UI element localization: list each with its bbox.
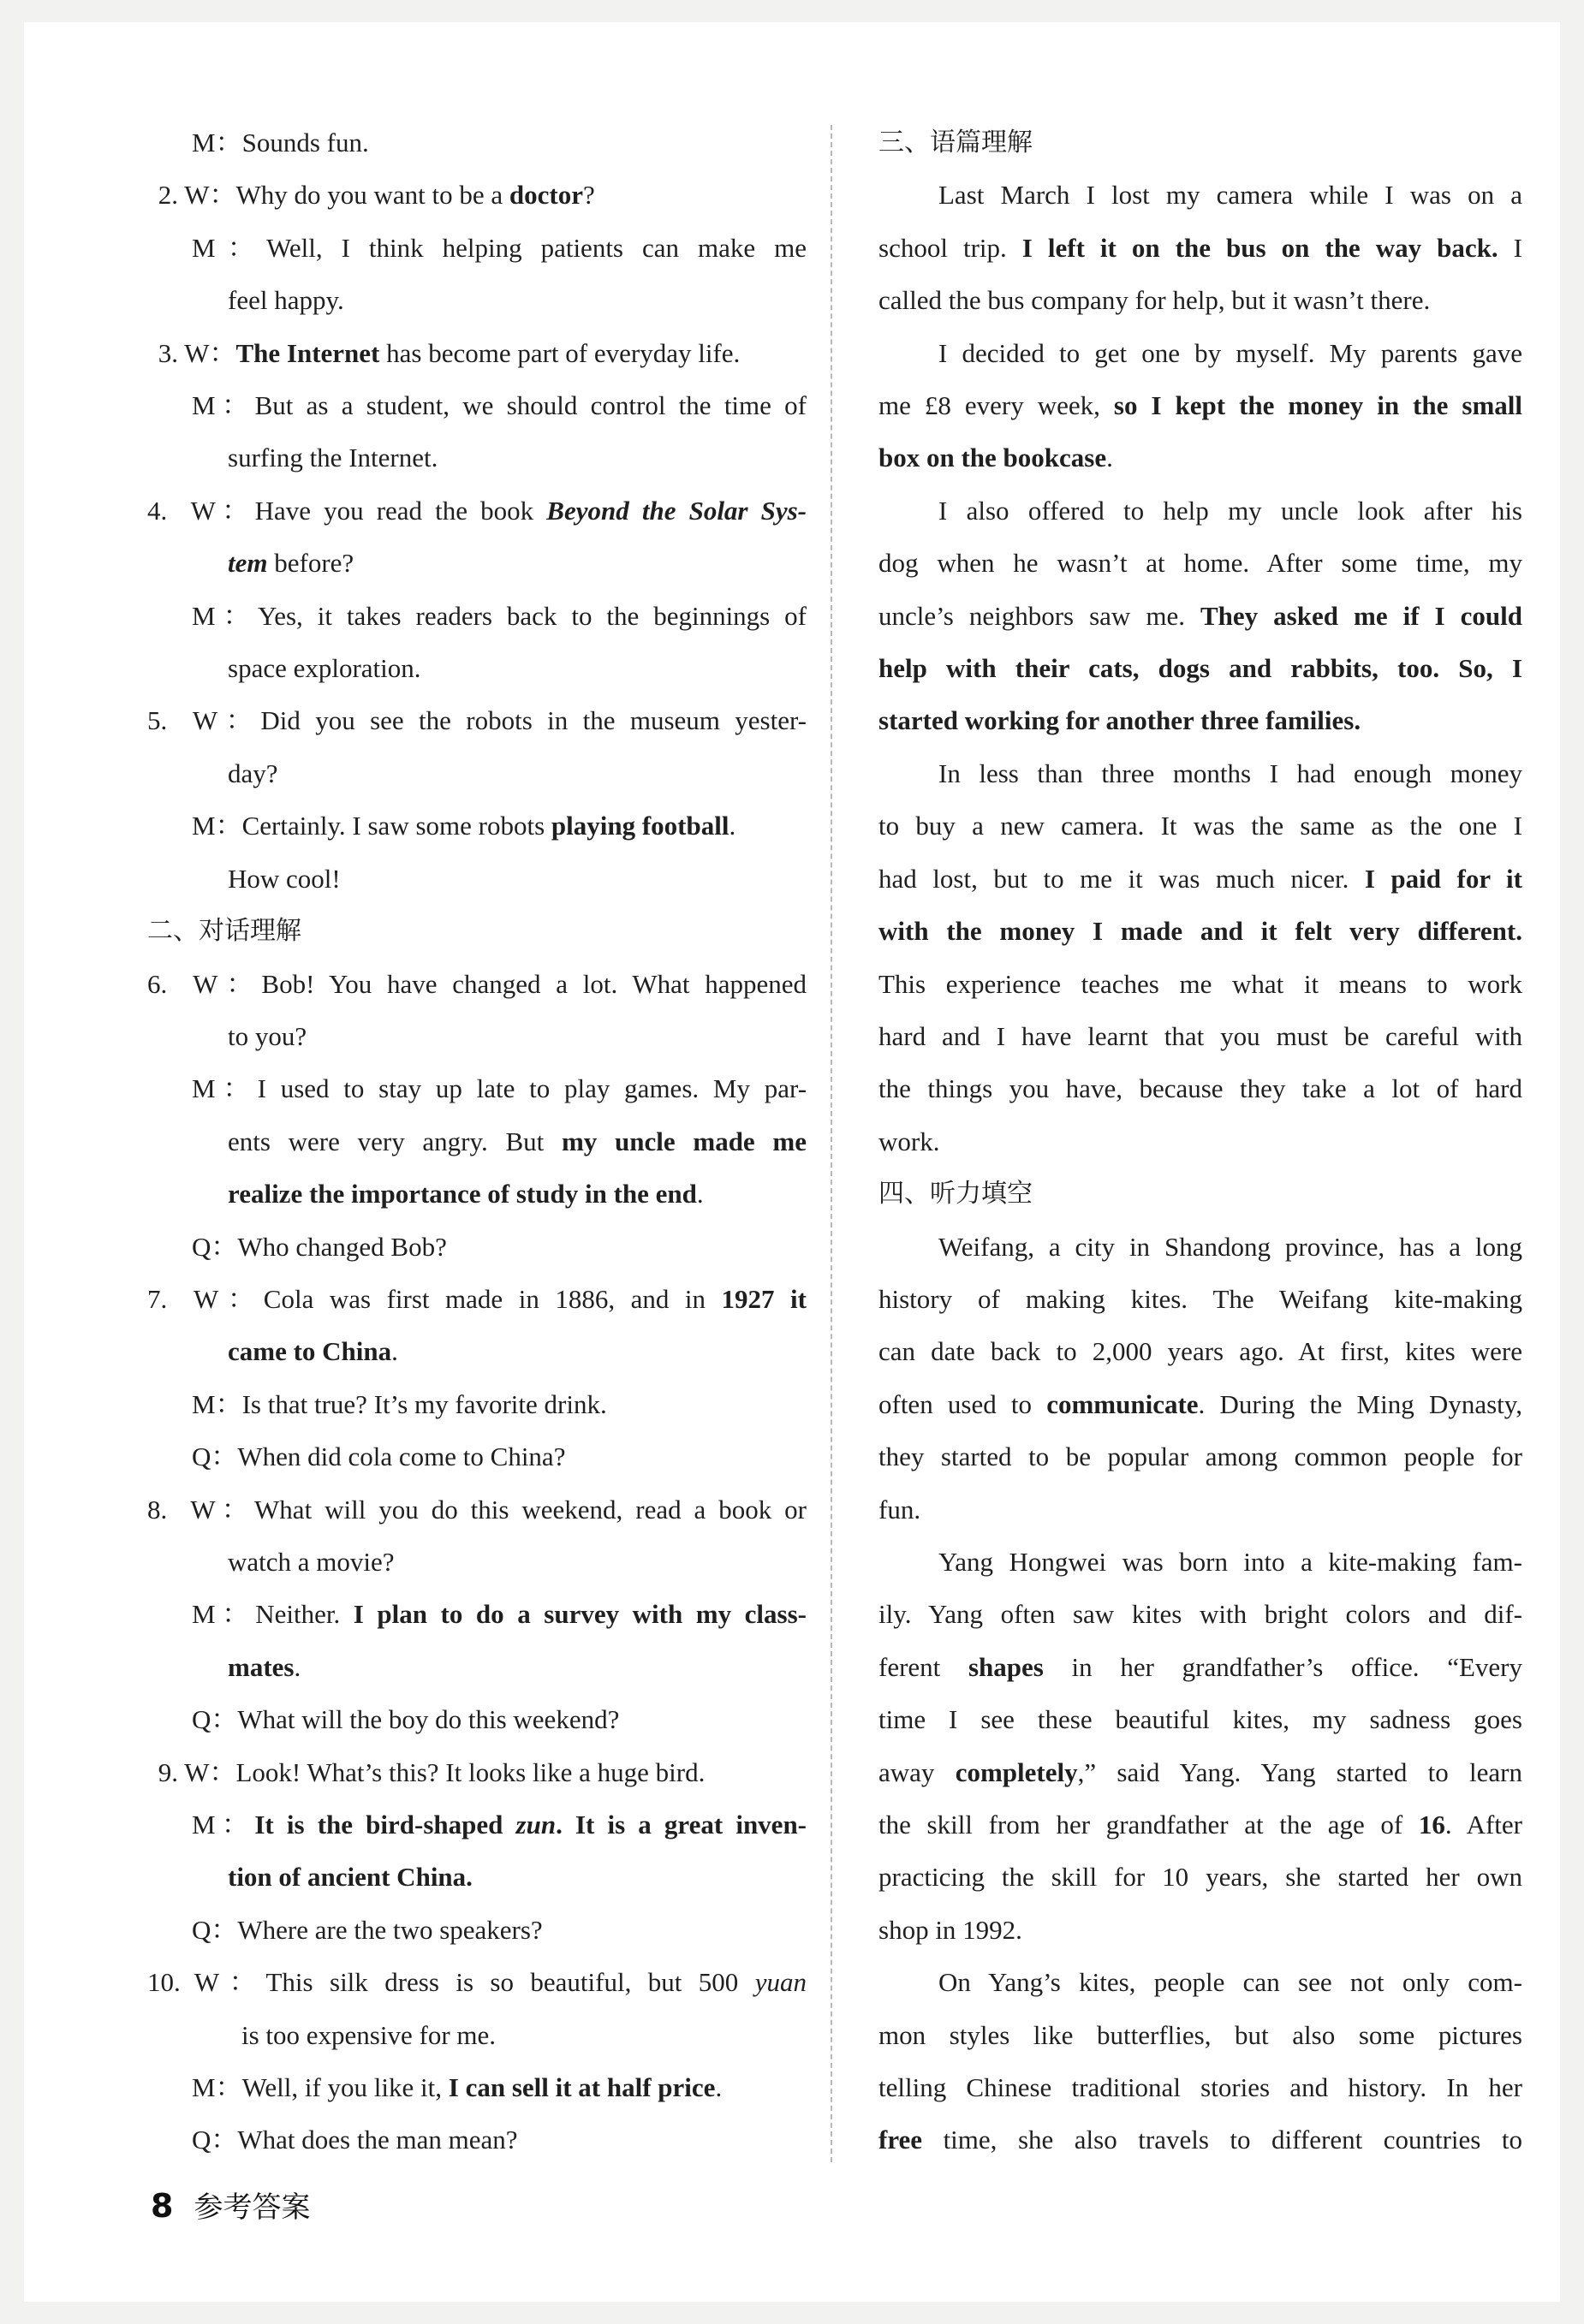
question-line: Q：What will the boy do this weekend? bbox=[192, 1704, 620, 1735]
dialogue-line: watch a movie? bbox=[228, 1546, 395, 1577]
passage-line: I also offered to help my uncle look after his bbox=[938, 495, 1522, 526]
question-line: Q：Where are the two speakers? bbox=[192, 1914, 543, 1945]
passage-line: me £8 every week, so I kept the money in the small bbox=[878, 390, 1522, 421]
item-4: 4. W：Have you read the book Beyond the Solar Sys- bbox=[147, 495, 807, 526]
passage-line: to buy a new camera. It was the same as the one I bbox=[878, 811, 1522, 841]
question-line: Q：When did cola come to China? bbox=[192, 1441, 566, 1472]
page-number: 8 bbox=[151, 2187, 174, 2225]
passage-line: help with their cats, dogs and rabbits, too. So, I bbox=[878, 653, 1522, 684]
section-heading: 四、听力填空 bbox=[878, 1179, 1033, 1210]
passage-line: dog when he wasn’t at home. After some time, my bbox=[878, 548, 1522, 579]
passage-line: free time, she also travels to different countries to bbox=[878, 2125, 1522, 2155]
passage-line: time I see these beautiful kites, my sadness goes bbox=[878, 1704, 1522, 1735]
dialogue-line: How cool! bbox=[228, 863, 341, 894]
dialogue-line: M：Yes, it takes readers back to the beginnings of bbox=[192, 600, 807, 631]
dialogue-line: came to China. bbox=[228, 1336, 398, 1367]
dialogue-line: M：It is the bird-shaped zun. It is a great inven- bbox=[192, 1810, 807, 1840]
dialogue-line: M：But as a student, we should control the time of bbox=[192, 390, 807, 421]
dialogue-line: is too expensive for me. bbox=[241, 2019, 497, 2050]
passage-line: practicing the skill for 10 years, she started her own bbox=[878, 1862, 1522, 1893]
passage-line: can date back to 2,000 years ago. At first, kites were bbox=[878, 1336, 1522, 1367]
dialogue-line: M：Well, if you like it, I can sell it at half price. bbox=[192, 2072, 723, 2103]
dialogue-line: M：Sounds fun. bbox=[192, 128, 369, 158]
item-6: 6. W：Bob! You have changed a lot. What happened bbox=[147, 968, 807, 999]
passage-line: telling Chinese traditional stories and history. In her bbox=[878, 2072, 1522, 2103]
passage-line: school trip. I left it on the bus on the way back. I bbox=[878, 232, 1522, 263]
column-divider bbox=[831, 125, 832, 2162]
dialogue-line: tem before? bbox=[228, 548, 354, 579]
page-footer bbox=[151, 2184, 310, 2226]
left-column bbox=[147, 116, 807, 2166]
item-5: 5. W：Did you see the robots in the museum yester- bbox=[147, 705, 807, 736]
passage-line: ferent shapes in her grandfather’s office. “Every bbox=[878, 1651, 1522, 1682]
right-column bbox=[878, 116, 1522, 2166]
passage-line: work. bbox=[878, 1126, 940, 1156]
item-8: 8. W：What will you do this weekend, read a book or bbox=[147, 1494, 807, 1525]
section-heading: 二、对话理解 bbox=[147, 916, 301, 947]
passage-line: uncle’s neighbors saw me. They asked me if I could bbox=[878, 600, 1522, 631]
passage-line: fun. bbox=[878, 1494, 921, 1525]
dialogue-line: mates. bbox=[228, 1651, 301, 1682]
dialogue-line: M：I used to stay up late to play games. My par- bbox=[192, 1073, 807, 1104]
item-10: 10. W：This silk dress is so beautiful, but 500 yuan bbox=[147, 1967, 807, 1998]
passage-line: shop in 1992. bbox=[878, 1914, 1022, 1945]
passage-line: the skill from her grandfather at the age of 16. After bbox=[878, 1810, 1522, 1840]
passage-line: often used to communicate. During the Ming Dynasty, bbox=[878, 1388, 1522, 1419]
dialogue-line: surfing the Internet. bbox=[228, 443, 438, 473]
passage-line: On Yang’s kites, people can see not only com- bbox=[938, 1967, 1522, 1998]
passage-line: mon styles like butterflies, but also some pictures bbox=[878, 2019, 1522, 2050]
dialogue-line: ents were very angry. But my uncle made me bbox=[228, 1126, 807, 1156]
passage-line: Weifang, a city in Shandong province, has a long bbox=[938, 1231, 1522, 1262]
dialogue-line: M：Is that true? It’s my favorite drink. bbox=[192, 1388, 607, 1419]
question-line: Q：Who changed Bob? bbox=[192, 1231, 447, 1262]
footer-title: 参考答案 bbox=[194, 2190, 311, 2225]
dialogue-line: to you? bbox=[228, 1020, 307, 1051]
question-line: Q：What does the man mean? bbox=[192, 2125, 518, 2155]
passage-line: ily. Yang often saw kites with bright colors and dif- bbox=[878, 1599, 1522, 1630]
passage-line: called the bus company for help, but it wasn’t there. bbox=[878, 285, 1431, 316]
passage-line: Last March I lost my camera while I was on a bbox=[938, 180, 1522, 211]
dialogue-line: feel happy. bbox=[228, 285, 344, 316]
item-2: 2. W：Why do you want to be a doctor? bbox=[158, 180, 595, 211]
dialogue-line: space exploration. bbox=[228, 653, 421, 684]
dialogue-line: M：Neither. I plan to do a survey with my class- bbox=[192, 1599, 807, 1630]
item-3: 3. W：The Internet has become part of everyday life. bbox=[158, 337, 741, 368]
dialogue-line: M：Well, I think helping patients can make me bbox=[192, 232, 807, 263]
passage-line: box on the bookcase. bbox=[878, 443, 1113, 473]
item-7: 7. W：Cola was first made in 1886, and in 1927 it bbox=[147, 1283, 807, 1314]
passage-line: started working for another three families. bbox=[878, 705, 1361, 736]
passage-line: hard and I have learnt that you must be careful with bbox=[878, 1020, 1522, 1051]
dialogue-line: day? bbox=[228, 758, 278, 788]
dialogue-line: realize the importance of study in the end. bbox=[228, 1179, 704, 1210]
passage-line: I decided to get one by myself. My parents gave bbox=[938, 337, 1522, 368]
dialogue-line: tion of ancient China. bbox=[228, 1862, 473, 1893]
passage-line: with the money I made and it felt very different. bbox=[878, 916, 1522, 947]
passage-line: history of making kites. The Weifang kite-making bbox=[878, 1283, 1522, 1314]
answer-page bbox=[24, 22, 1560, 2302]
passage-line: This experience teaches me what it means to work bbox=[878, 968, 1522, 999]
dialogue-line: M：Certainly. I saw some robots playing football. bbox=[192, 811, 736, 841]
passage-line: In less than three months I had enough money bbox=[938, 758, 1522, 788]
passage-line: had lost, but to me it was much nicer. I paid for it bbox=[878, 863, 1522, 894]
passage-line: Yang Hongwei was born into a kite-making fam- bbox=[938, 1546, 1522, 1577]
passage-line: the things you have, because they take a lot of hard bbox=[878, 1073, 1522, 1104]
item-9: 9. W：Look! What’s this? It looks like a huge bird. bbox=[158, 1756, 706, 1787]
section-heading: 三、语篇理解 bbox=[878, 128, 1033, 158]
passage-line: they started to be popular among common people for bbox=[878, 1441, 1522, 1472]
passage-line: away completely,” said Yang. Yang started to learn bbox=[878, 1756, 1523, 1787]
